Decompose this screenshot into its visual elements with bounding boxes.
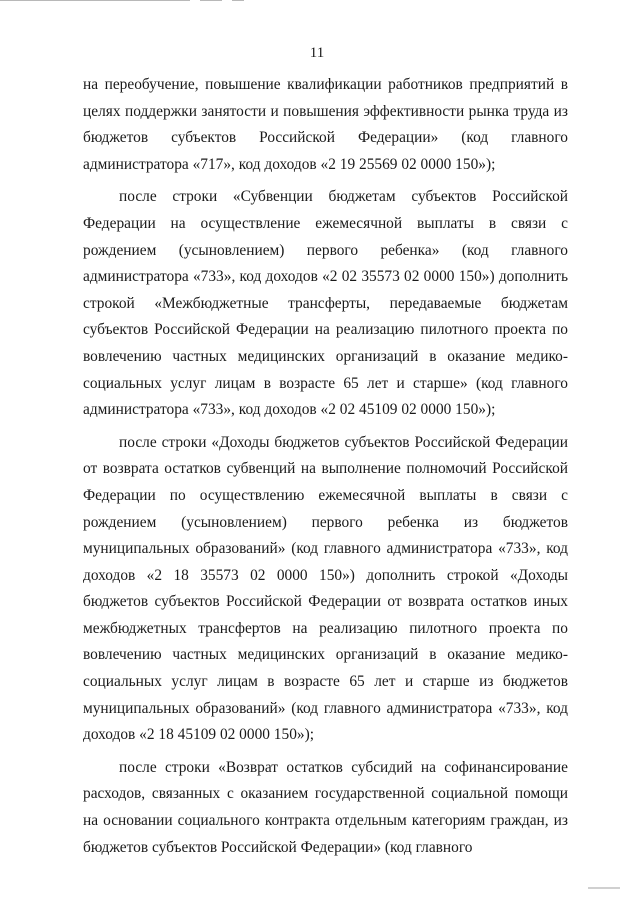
paragraph-continuation: на переобучение, повышение квалификации работников предприятий в целях поддержки занятости и повышения эффективности рынка труда из бюджетов субъектов Российской Федерации» (код главного администратора «717», код доходов «2 19 25569 02 0000 150»); bbox=[83, 76, 568, 173]
scan-speck bbox=[588, 887, 620, 889]
document-body bbox=[83, 72, 568, 867]
paragraph-amendment: после строки «Субвенции бюджетам субъектов Российской Федерации на осуществление ежемесячной выплаты в связи с рождением (усыновлением) первого ребенка» (код главного администратора «733», код доходов «2 02 35573 02 0000 150») дополнить строкой «Межбюджетные трансферты, передаваемые бюджетам субъектов Российской Федерации на реализацию пилотного проекта по вовлечению частных медицинских организаций в оказание медико-социальных услуг лицам в возрасте 65 лет и старше» (код главного администратора «733», код доходов «2 02 45109 02 0000 150»); bbox=[83, 188, 568, 419]
paragraph-amendment: после строки «Доходы бюджетов субъектов Российской Федерации от возврата остатков субвенций на выполнение полномочий Российской Федерации по осуществлению ежемесячной выплаты в связи с рождением (усыновлением) первого ребенка из бюджетов муниципальных образований» (код главного администратора «733», код доходов «2 18 35573 02 0000 150») дополнить строкой «Доходы бюджетов субъектов Российской Федерации от возврата остатков иных межбюджетных трансфертов на реализацию пилотного проекта по вовлечению частных медицинских организаций в оказание медико-социальных услуг лицам в возрасте 65 лет и старше из бюджетов муниципальных образований» (код главного администратора «733», код доходов «2 18 45109 02 0000 150»); bbox=[83, 433, 568, 744]
paragraph-amendment: после строки «Возврат остатков субсидий на софинансирование расходов, связанных с оказанием государственной социальной помощи на основании социального контракта отдельным категориям граждан, из бюджетов субъектов Российской Федерации» (код главного bbox=[83, 758, 568, 856]
scan-edge-line bbox=[0, 0, 190, 1]
scan-edge-line bbox=[232, 0, 244, 1]
scan-edge-line bbox=[200, 0, 222, 1]
page-number: 11 bbox=[309, 45, 325, 61]
